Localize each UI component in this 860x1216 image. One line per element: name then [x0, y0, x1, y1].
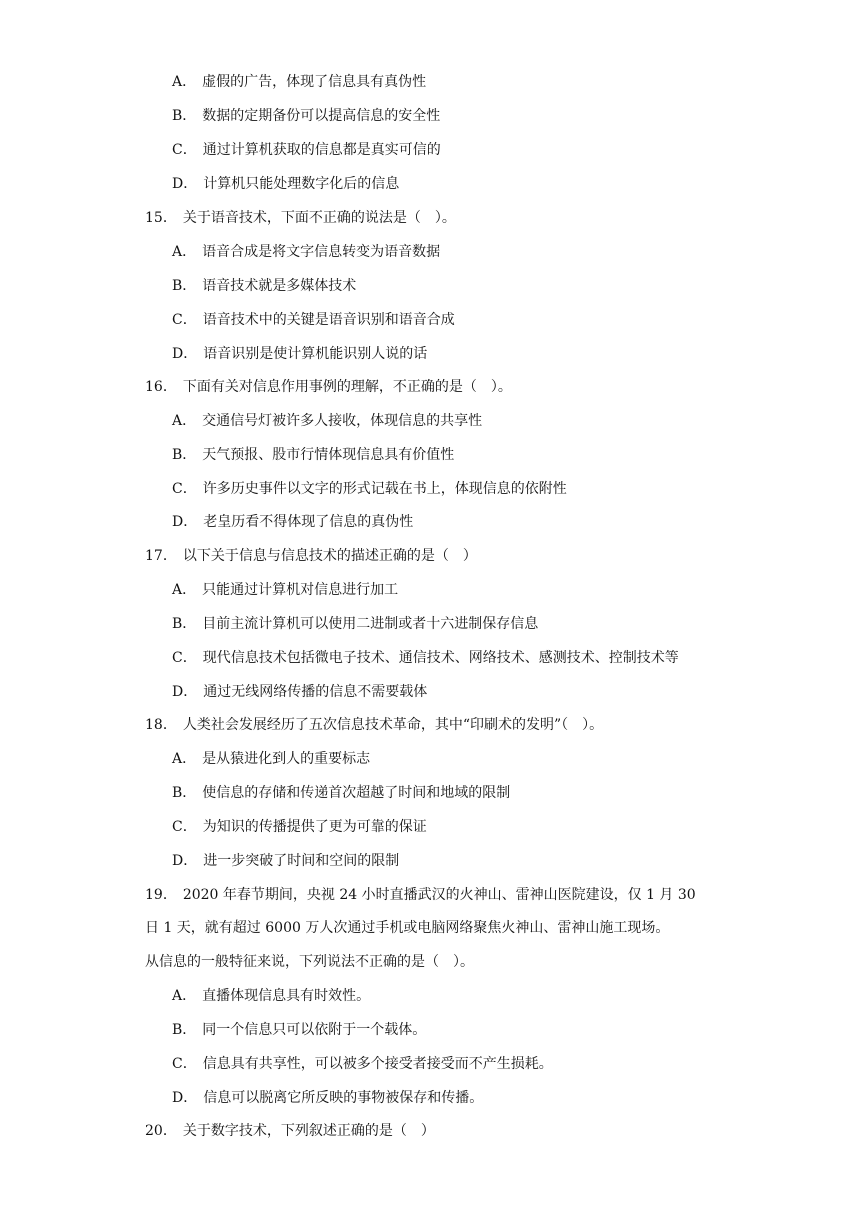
option-a: A． 是从猿进化到人的重要标志 — [172, 751, 371, 767]
question-19-line-3: 从信息的一般特征来说，下列说法不正确的是（ ）。 — [145, 954, 474, 970]
option-d: D． 语音识别是使计算机能识别人说的话 — [172, 346, 428, 362]
option-c: C． 许多历史事件以文字的形式记载在书上，体现信息的依附性 — [172, 481, 567, 497]
option-a: A． 交通信号灯被许多人接收，体现信息的共享性 — [172, 413, 483, 429]
option-b: B． 天气预报、股市行情体现信息具有价值性 — [172, 447, 455, 463]
question-20: 20． 关于数字技术，下列叙述正确的是（ ） — [145, 1123, 435, 1139]
option-c: C． 为知识的传播提供了更为可靠的保证 — [172, 819, 427, 835]
question-19-line-2: 日 1 天，就有超过 6000 万人次通过手机或电脑网络聚焦火神山、雷神山施工现场。 — [145, 920, 670, 936]
option-b: B． 数据的定期备份可以提高信息的安全性 — [172, 108, 441, 124]
option-a: A． 只能通过计算机对信息进行加工 — [172, 582, 399, 598]
option-d: D． 通过无线网络传播的信息不需要载体 — [172, 684, 428, 700]
option-c: C． 现代信息技术包括微电子技术、通信技术、网络技术、感测技术、控制技术等 — [172, 650, 679, 666]
option-d: D． 老皇历看不得体现了信息的真伪性 — [172, 514, 414, 530]
option-a: A． 直播体现信息具有时效性。 — [172, 988, 371, 1004]
question-15: 15． 关于语音技术，下面不正确的说法是（ ）。 — [145, 210, 456, 226]
option-d: D． 信息可以脱离它所反映的事物被保存和传播。 — [172, 1090, 484, 1106]
question-17: 17． 以下关于信息与信息技术的描述正确的是（ ） — [145, 548, 477, 564]
question-18: 18． 人类社会发展经历了五次信息技术革命，其中“印刷术的发明”（ ）。 — [145, 717, 604, 733]
option-a: A． 语音合成是将文字信息转变为语音数据 — [172, 244, 441, 260]
option-b: B． 语音技术就是多媒体技术 — [172, 278, 357, 294]
option-c: C． 信息具有共享性，可以被多个接受者接受而不产生损耗。 — [172, 1056, 553, 1072]
option-c: C． 语音技术中的关键是语音识别和语音合成 — [172, 312, 455, 328]
question-16: 16． 下面有关对信息作用事例的理解，不正确的是（ ）。 — [145, 379, 512, 395]
option-c: C． 通过计算机获取的信息都是真实可信的 — [172, 142, 441, 158]
question-19: 19． 2020 年春节期间，央视 24 小时直播武汉的火神山、雷神山医院建设，仅 1 月 30 — [145, 887, 696, 903]
option-b: B． 同一个信息只可以依附于一个载体。 — [172, 1022, 427, 1038]
option-b: B． 使信息的存储和传递首次超越了时间和地域的限制 — [172, 785, 511, 801]
option-d: D． 计算机只能处理数字化后的信息 — [172, 176, 400, 192]
option-b: B． 目前主流计算机可以使用二进制或者十六进制保存信息 — [172, 616, 539, 632]
option-d: D． 进一步突破了时间和空间的限制 — [172, 853, 400, 869]
option-a: A． 虚假的广告，体现了信息具有真伪性 — [172, 74, 427, 90]
